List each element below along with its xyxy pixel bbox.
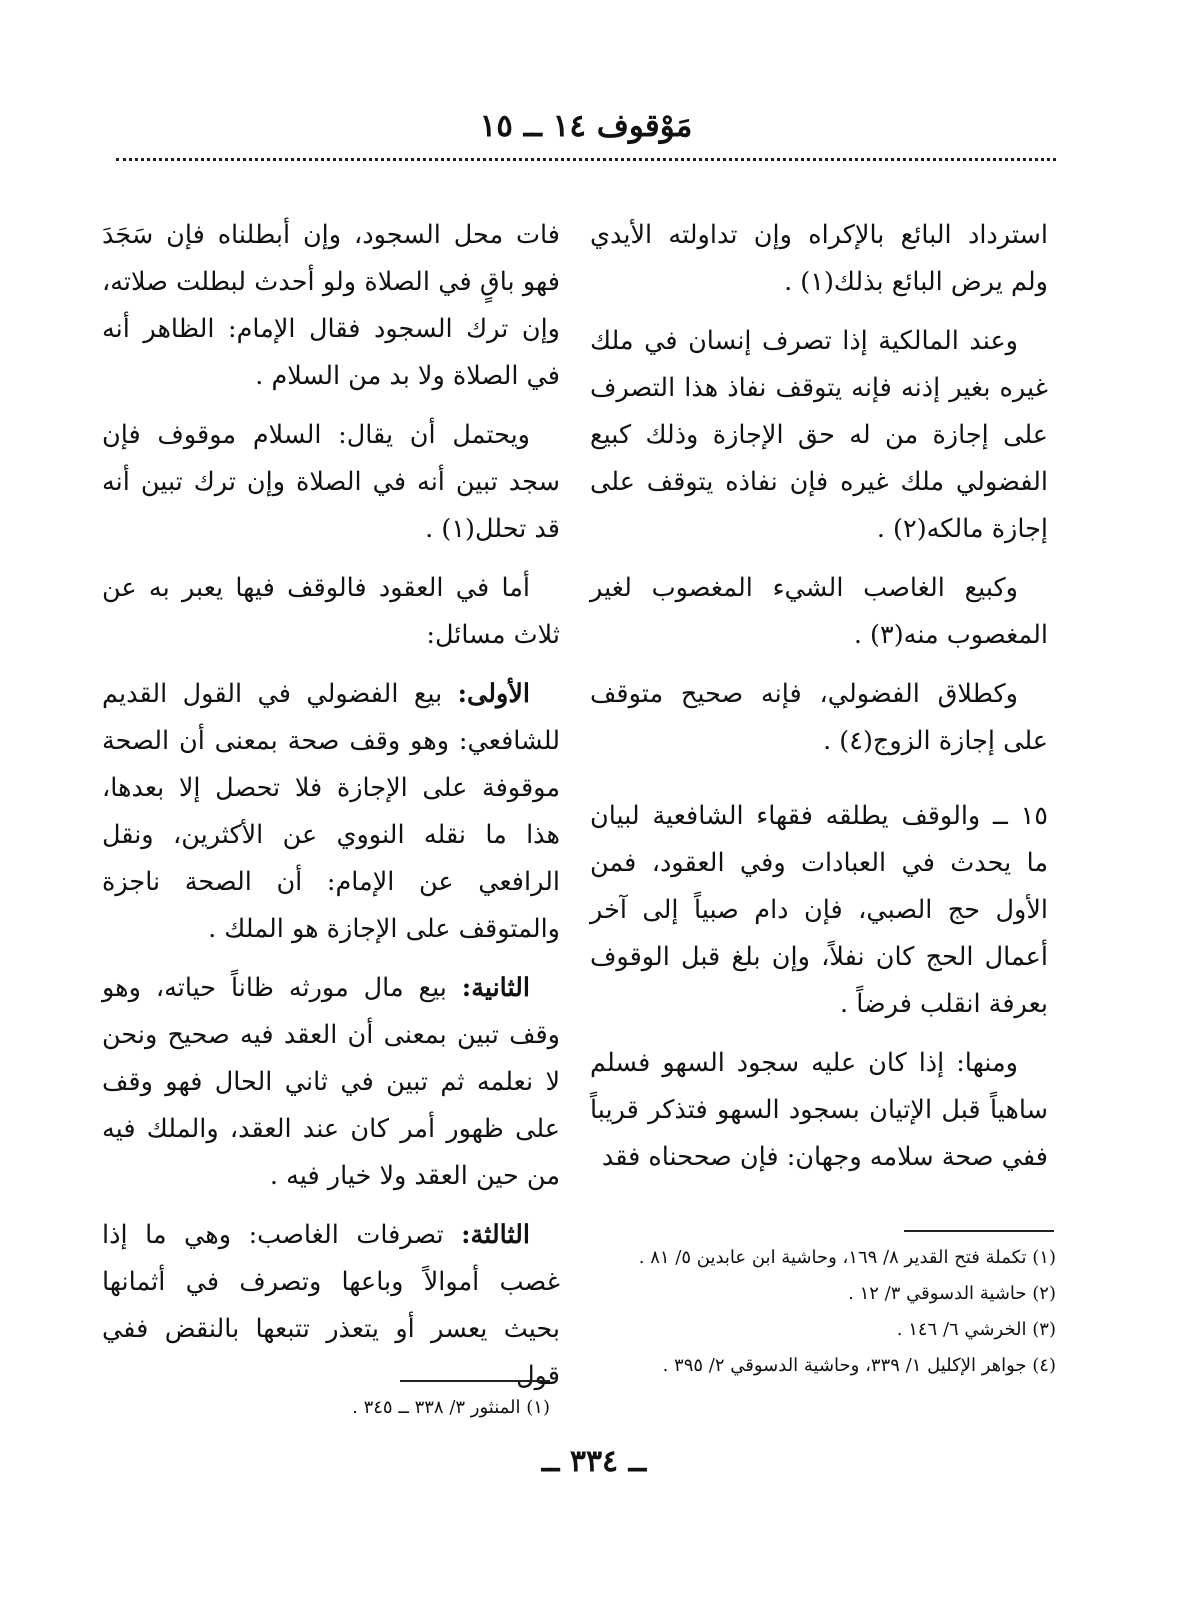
paragraph-text: بيع الفضولي في القول القديم للشافعي: وهو وقف صحة بمعنى أن الصحة موقوفة على الإجازة فلا تحصل إلا بعدها، هذا ما نقله النووي عن الأكثرين، ونقل الرافعي عن الإمام: أن الصحة ناجزة والمتوقف على الإجازة هو الملك . (102, 679, 560, 944)
footnote-separator (400, 1380, 550, 1382)
paragraph (102, 965, 560, 1200)
left-footnotes (102, 1390, 550, 1426)
paragraph: ومنها: إذا كان عليه سجود السهو فسلم ساهياً قبل الإتيان بسجود السهو فتذكر قريباً ففي صحة سلامه وجهان: فإن صححناه فقد (590, 1048, 1048, 1172)
paragraph-lead: الثانية: (461, 973, 530, 1003)
paragraph (102, 671, 560, 953)
page-number: ــ ٣٣٤ ــ (541, 1444, 647, 1479)
right-footnotes (590, 1240, 1056, 1384)
paragraph-lead: الثالثة: (461, 1220, 530, 1250)
paragraph (102, 1212, 560, 1400)
paragraph: استرداد البائع بالإكراه وإن تداولته الأيدي ولم يرض البائع بذلك(١) . (590, 220, 1048, 297)
paragraph-lead: الأولى: (457, 679, 530, 709)
footnote: (١) المنثور ٣/ ٣٣٨ ــ ٣٤٥ . (352, 1397, 550, 1418)
right-text-column (590, 212, 1048, 1193)
footnote-separator (904, 1230, 1054, 1232)
paragraph: وكبيع الغاصب الشيء المغصوب لغير المغصوب منه(٣) . (590, 573, 1048, 650)
footnote: (٣) الخرشي ٦/ ١٤٦ . (896, 1319, 1056, 1340)
paragraph: ويحتمل أن يقال: السلام موقوف فإن سجد تبين أنه في الصلاة وإن ترك تبين أنه قد تحلل(١) . (102, 420, 560, 544)
paragraph: وعند المالكية إذا تصرف إنسان في ملك غيره بغير إذنه فإنه يتوقف نفاذ هذا التصرف على إجازة من له حق الإجازة وذلك كبيع الفضولي ملك غيره فإن نفاذه يتوقف على إجازة مالكه(٢) . (590, 326, 1048, 544)
paragraph: فات محل السجود، وإن أبطلناه فإن سَجَدَ فهو باقٍ في الصلاة ولو أحدث لبطلت صلاته، وإن ترك السجود فقال الإمام: الظاهر أنه في الصلاة ولا بد من السلام . (102, 220, 560, 391)
paragraph-text: تصرفات الغاصب: وهي ما إذا غصب أموالاً وباعها وتصرف في أثمانها بحيث يعسر أو يتعذر تتبعها بالنقض ففي قول (102, 1220, 560, 1391)
paragraph: أما في العقود فالوقف فيها يعبر به عن ثلاث مسائل: (102, 573, 560, 650)
header-dotted-rule (116, 158, 1056, 161)
footnote: (١) تكملة فتح القدير ٨/ ١٦٩، وحاشية ابن عابدين ٥/ ٨١ . (638, 1247, 1056, 1268)
footnote: (٤) جواهر الإكليل ١/ ٣٣٩، وحاشية الدسوقي ٢/ ٣٩٥ . (662, 1355, 1056, 1376)
page-header-title: مَوْقوف ١٤ ــ ١٥ (479, 108, 693, 144)
footnote: (٢) حاشية الدسوقي ٣/ ١٢ . (848, 1283, 1056, 1304)
paragraph: وكطلاق الفضولي، فإنه صحيح متوقف على إجازة الزوج(٤) . (590, 679, 1048, 756)
section-15-paragraph: ١٥ ــ والوقف يطلقه فقهاء الشافعية لبيان ما يحدث في العبادات وفي العقود، فمن الأول حج الصبي، فإن دام صبياً إلى آخر أعمال الحج كان نفلاً، وإن بلغ قبل الوقوف بعرفة انقلب فرضاً . (590, 801, 1048, 1019)
paragraph-text: بيع مال مورثه ظاناً حياته، وهو وقف تبين بمعنى أن العقد فيه صحيح ونحن لا نعلمه ثم تبين في ثاني الحال فهو وقف على ظهور أمر كان عند العقد، والملك فيه من حين العقد ولا خيار فيه . (102, 973, 560, 1191)
left-text-column (102, 212, 560, 1412)
